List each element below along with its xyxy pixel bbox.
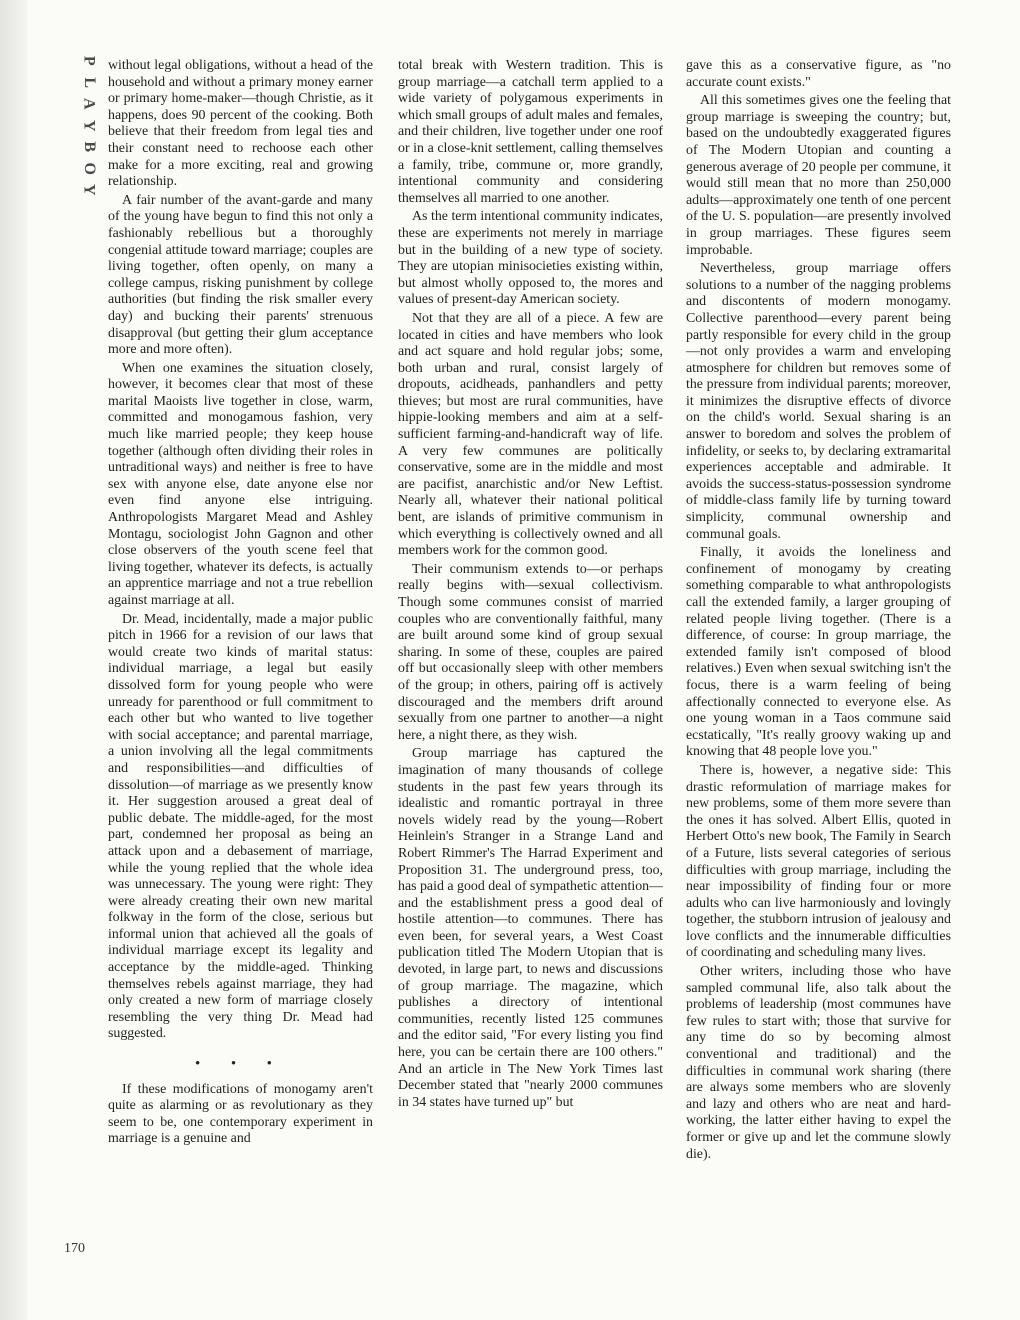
paragraph: gave this as a conservative figure, as "no accurate count exists." bbox=[686, 58, 951, 90]
paragraph: Not that they are all of a piece. A few are located in cities and have members who look and act square and hold regular jobs; some, both urban and rural, consist largely of dropouts, acidheads, panhandlers and petty thieves; but most are rural communities, have hippie-looking members and aim at a self-sufficient farming-and-handicraft way of life. A very few communes are politically conservative, some are in the middle and most are pacifist, anarchistic and/or New Leftist. Nearly all, whatever their national political bent, are islands of primitive communism in which everything is collectively owned and all members work for the common good. bbox=[398, 310, 663, 559]
paragraph: without legal obligations, without a head of the household and without a primary money earner or primary home-maker—though Christie, as it happens, does 90 percent of the cooking. Both believe that their freedom from legal ties and their constant need to rechoose each other make for a more exciting, real and growing relationship. bbox=[108, 58, 373, 190]
masthead-letter: O bbox=[80, 162, 98, 175]
masthead-letter: L bbox=[80, 76, 98, 88]
playboy-masthead bbox=[78, 50, 100, 201]
paragraph: All this sometimes gives one the feeling that group marriage is sweeping the country; but, based on the undoubtedly exaggerated figures of The Modern Utopian and counting a generous average of 20 people per commune, it would still mean that no more than 250,000 adults—approximately one tenth of one percent of the U. S. population—are presently involved in group marriages. These figures seem improbable. bbox=[686, 93, 951, 258]
paragraph: There is, however, a negative side: This drastic reformulation of marriage makes for new problems, some of them more severe than the ones it has solved. Albert Ellis, quoted in Herbert Otto's new book, The Family in Search of a Future, lists several categories of serious difficulties with group marriage, including the near impossibility of finding four or more adults who can live harmoniously and lovingly together, the stubborn intrusion of jealousy and love conflicts and the innumerable difficulties of coordinating and scheduling many lives. bbox=[686, 762, 951, 961]
paragraph: Finally, it avoids the loneliness and confinement of monogamy by creating something comparable to what anthropologists call the extended family, a larger grouping of related people living together. (There is a difference, of course: In group marriage, the extended family isn't composed of blood relatives.) Even when sexual switching isn't the focus, there is a warm feeling of being affectionally connected to everyone else. As one young woman in a Taos commune said ecstatically, "It's really groovy waking up and knowing that 48 people love you." bbox=[686, 545, 951, 760]
page-number: 170 bbox=[64, 1241, 85, 1256]
paragraph: total break with Western tradition. This is group marriage—a catchall term applied to a wide variety of polygamous experiments in which small groups of adult males and females, and their children, live together under one roof or in a close-knit settlement, calling themselves a family, tribe, commune or, more grandly, intentional community and considering themselves all married to one another. bbox=[398, 58, 663, 206]
paragraph: Nevertheless, group marriage offers solutions to a number of the nagging problems and discontents of modern monogamy. Collective parenthood—every parent being partly responsible for every child in the group—not only provides a warm and enveloping atmosphere for children but removes some of the pressure from individual parents; moreover, it minimizes the disruptive effects of divorce on the child's world. Sexual sharing is an answer to boredom and solves the problem of infidelity, or seeks to, by declaring extramarital experiences acceptable and admirable. It avoids the success-status-possession syndrome of middle-class family life by turning toward simplicity, communal ownership and communal goals. bbox=[686, 261, 951, 542]
paragraph: Other writers, including those who have sampled communal life, also talk about the problems of leadership (most communes have few rules to start with; those that survive for any time do so by becoming almost conventional and traditional) and the difficulties in communal work sharing (there are always some members who are slovenly and lazy and others who are neat and hard-working, the latter either having to expel the former or give up and let the commune slowly die). bbox=[686, 964, 951, 1162]
page-edge-shadow bbox=[0, 0, 28, 1320]
masthead-letter: P bbox=[80, 55, 98, 66]
masthead-letter: Y bbox=[80, 119, 98, 132]
paragraph: As the term intentional community indicates, these are experiments not merely in marriage but in the building of a new type of society. They are utopian minisocieties existing within, but almost wholly opposed to, the mores and values of present-day American society. bbox=[398, 209, 663, 308]
text-column-1 bbox=[108, 58, 373, 1148]
section-separator: • • • bbox=[195, 1055, 286, 1071]
paragraph: Group marriage has captured the imagination of many thousands of college students in the past few years through its idealistic and romantic portrayal in three novels widely read by the young—Robert Heinlein's Stranger in a Strange Land and Robert Rimmer's The Harrad Experiment and Proposition 31. The underground press, too, has paid a good deal of sympathetic attention—and the establishment press a good deal of hostile attention—to communes. There has even been, for several years, a West Coast publication titled The Modern Utopian that is devoted, in large part, to news and discussions of group marriage. The magazine, which publishes a directory of intentional communities, recently listed 125 communes and the editor said, "For every listing you find here, you can be certain there are 100 others." And an article in The New York Times last December stated that "nearly 2000 communes in 34 states have turned up" but bbox=[398, 746, 664, 1110]
paragraph: If these modifications of monogamy aren't quite as alarming or as revolutionary as they seem to be, one contemporary experiment in marriage is a genuine and bbox=[108, 1081, 373, 1147]
text-column-3 bbox=[686, 58, 951, 1163]
paragraph: Dr. Mead, incidentally, made a major public pitch in 1966 for a revision of our laws that would create two kinds of marital status: individual marriage, a legal but easily dissolved form for young people who were unready for parenthood or full commitment to each other but who wanted to live together with social acceptance; and parental marriage, a union involving all the legal commitments and responsibilities—and difficulties of dissolution—of marriage as we presently know it. Her suggestion aroused a great deal of public debate. The middle-aged, for the most part, condemned her proposal as being an attack upon and a debasement of marriage, while the young replied that the whole idea was unnecessary. The young were right: They were already creating their own new marital folkway in the form of the close, serious but informal union that achieved all the goals of individual marriage except its legality and acceptance by the middle-aged. Thinking themselves rebels against marriage, they had only created a new form of marriage closely resembling the very thing Dr. Mead had suggested. bbox=[108, 611, 373, 1042]
masthead-letter: B bbox=[80, 141, 98, 153]
paragraph: Their communism extends to—or perhaps really begins with—sexual collectivism. Though some communes consist of married couples who are conventionally faithful, many are built around some kind of group sexual sharing. In some of these, couples are paired off but occasionally sleep with other members of the group; in others, pairing off is actively discouraged and the members drift around sexually from one partner to another—a night here, a night there, as they wish. bbox=[398, 561, 663, 743]
paragraph: A fair number of the avant-garde and many of the young have begun to find this not only a fashionably rebellious but a thoroughly congenial attitude toward marriage; couples are living together, often openly, on many a college campus, risking punishment by college authorities (but finding the risk smaller every day) and bucking their parents' strenuous disapproval (but getting their glum acceptance more and more often). bbox=[108, 192, 373, 358]
masthead-letter: Y bbox=[80, 183, 98, 196]
text-column-2 bbox=[398, 58, 663, 1111]
paragraph: When one examines the situation closely, however, it becomes clear that most of these marital Maoists live together in close, warm, committed and monogamous fashion, very much like married people; they keep house together (although often dividing their roles in untraditional ways) and neither is free to have sex with anyone else, date anyone else nor even find anyone else intriguing. Anthropologists Margaret Mead and Ashley Montagu, sociologist John Gagnon and other close observers of the youth scene feel that living together, whatever its defects, is actually an apprentice marriage and not a true rebellion against marriage at all. bbox=[108, 360, 373, 608]
masthead-letter: A bbox=[80, 97, 98, 110]
